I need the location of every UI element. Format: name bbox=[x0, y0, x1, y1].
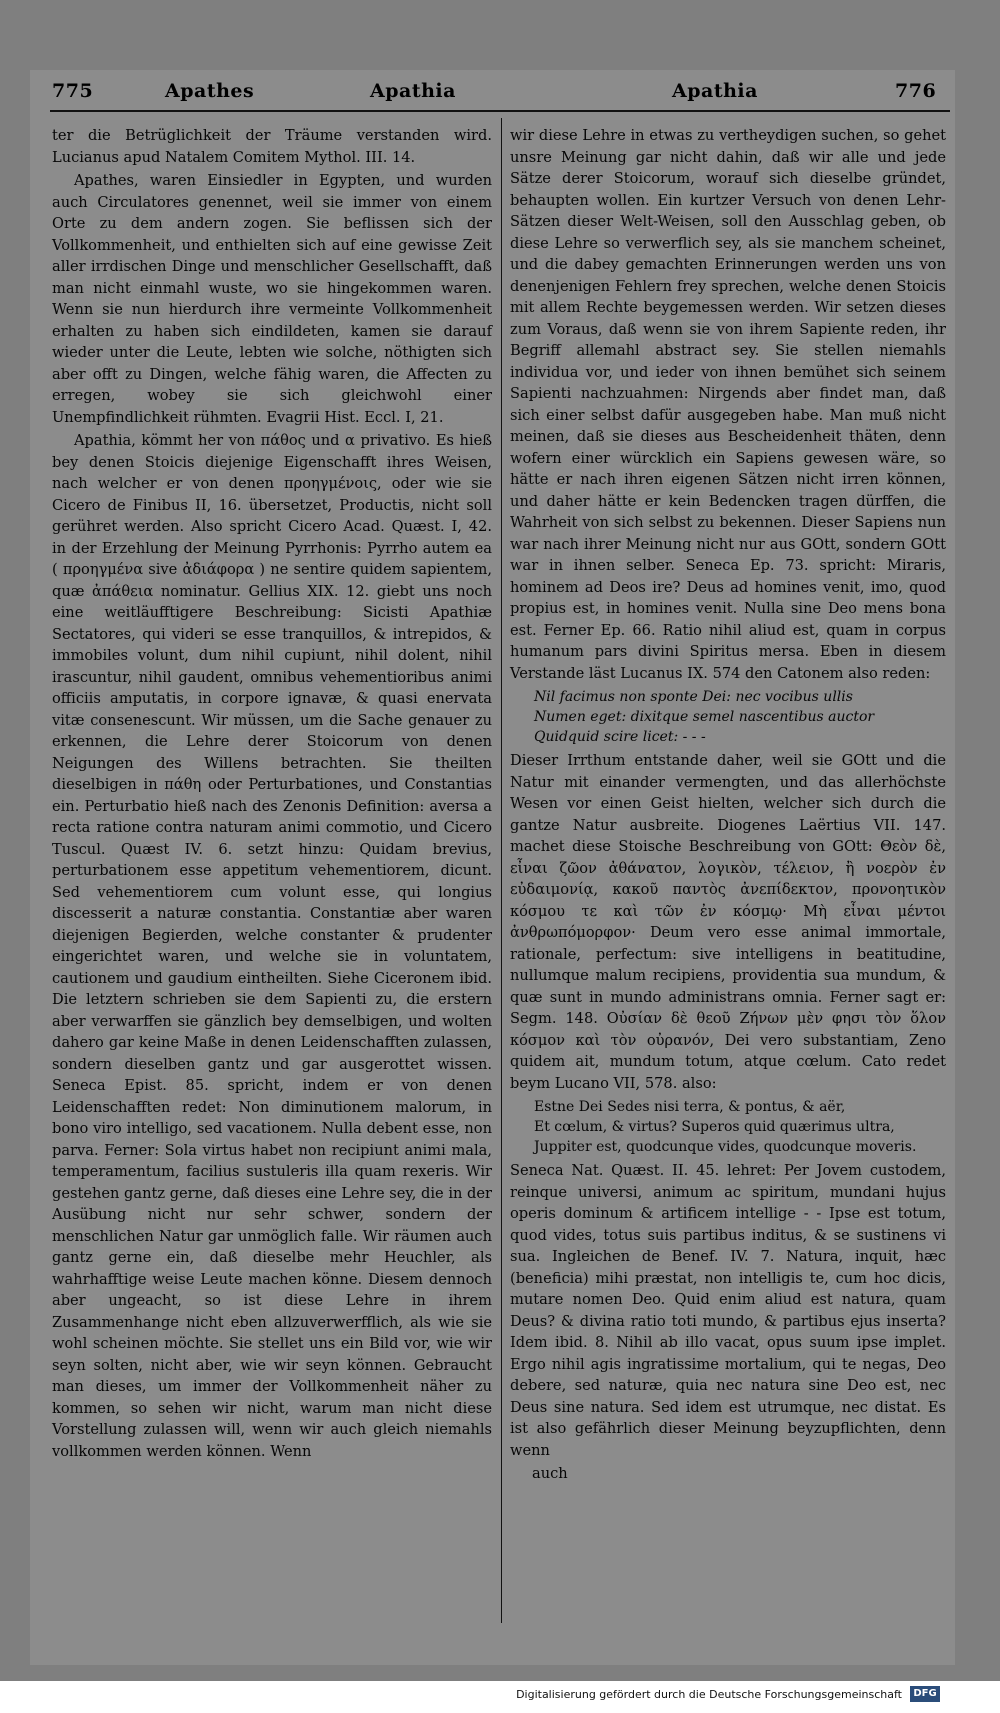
right-column bbox=[510, 125, 946, 1485]
paragraph: Dieser Irrthum entstande daher, weil sie GOtt und die Natur mit einander vermengten, und das allerhöchste Wesen vor einen Geist hielten, welcher sich durch die gantze Natur ausbreite. Diogenes Laërtius VII. 147. machet diese Stoische Beschreibung von GOtt: Θεὸν δὲ, εἶναι ζῶον ἀθάνατον, λογικὸν, τέλειον, ἢ νοερὸν ἐν εὐδαιμονίᾳ, κακοῦ παντὸς ἀνεπίδεκτον, προνοητικὸν κόσμου τε καὶ τῶν ἐν κόσμῳ· Μὴ εἶναι μέντοι ἀνθρωπόμορφον· Deum vero esse animal immortale, rationale, perfectum: sive intelligens in beatitudine, nullumque malum recipiens, providentia sua mundum, & quæ sunt in mundo administrans omnia. Ferner sagt er: Segm. 148. Οὐσίαν δὲ θεοῦ Ζήνων μὲν φησι τὸν ὅλον κόσμον καὶ τὸν οὐρανόν, Dei vero substantiam, Zeno quidem ait, mundum totum, atque cœlum. Cato redet beym Lucano VII, 578. also: bbox=[510, 752, 946, 1092]
verse-line: Nil facimus non sponte Dei: nec vocibus ullis bbox=[534, 689, 853, 705]
catchword: auch bbox=[532, 1465, 568, 1482]
verse-quote bbox=[534, 1097, 946, 1157]
paragraph: wir diese Lehre in etwas zu vertheydigen suchen, so gehet unsre Meinung gar nicht dahin, daß wir alle und jede Sätze derer Stoicorum, worauf sich dieselbe gründet, behaupten wollen. Ein kurtzer Versuch von denen Lehr-Sätzen dieser Welt-Weisen, soll den Ausschlag geben, ob diese Lehre so verwerflich sey, als sie manchem scheinet, und die dabey gemachten Erinnerungen werden uns von denenjenigen Fehlern frey sprechen, welche denen Stoicis mit allem Rechte beygemessen werden. Wir setzen dieses zum Voraus, daß wenn sie von ihrem Sapiente reden, ihr Begriff allemahl abstract sey. Sie stellen niemahls individua vor, und ieder von ihnen bemühet sich seinem Sapienti nachzuahmen: Nirgends aber findet man, daß sich einer selbst dafür ausgegeben habe. Man muß nicht meinen, daß sie dieses aus Bescheidenheit thäten, denn wofern einer würcklich ein Sapiens gewesen wäre, so hätte er nach ihren eigenen Sätzen nicht irren können, und daher hätte er kein Bedencken tragen dürffen, die Wahrheit von sich selbst zu bekennen. Dieser Sapiens nun war nach ihrer Meinung nicht nur aus GOtt, sondern GOtt war in ihnen selber. Seneca Ep. 73. spricht: Miraris, hominem ad Deos ire? Deus ad homines venit, imo, quod propius est, in homines venit. Nulla sine Deo mens bona est. Ferner Ep. 66. Ratio nihil aliud est, quam in corpus humanum pars divini Spiritus mersa. Eben in diesem Verstande läst Lucanus IX. 574 den Catonem also reden: bbox=[510, 127, 946, 682]
verse-line: Quidquid scire licet: - - - bbox=[534, 729, 706, 745]
footer-bar bbox=[0, 1681, 1000, 1713]
page-number-right: 776 bbox=[895, 80, 937, 102]
paragraph: Apathes, waren Einsiedler in Egypten, und wurden auch Circulatores genennet, weil sie immer von einem Orte zu dem andern zogen. Sie beflissen sich der Vollkommenheit, und enthielten sich auf eine gewisse Zeit aller irrdischen Dinge und menschlicher Gesellschafft, daß man nicht einmahl wuste, wo sie hingekommen waren. Wenn sie nun hierdurch ihre vermeinte Vollkommenheit erhalten zu haben sich eindildeten, kamen sie darauf wieder unter die Leute, lebten wie solche, nöthigten sich aber offt zu Dingen, welche fähig waren, die Affecten zu erregen, wobey sie sich gleichwohl einer Unempfindlichkeit rühmten. Evagrii Hist. Eccl. I, 21. bbox=[52, 172, 492, 426]
verse-line: Estne Dei Sedes nisi terra, & pontus, & aër, bbox=[534, 1099, 846, 1115]
running-head-right: Apathia bbox=[672, 80, 758, 102]
verse-quote bbox=[534, 687, 946, 747]
header-rule bbox=[50, 110, 950, 112]
running-head-left: Apathes bbox=[165, 80, 255, 102]
paragraph: Seneca Nat. Quæst. II. 45. lehret: Per Jovem custodem, reinque universi, animum ac spiritum, mundani hujus operis dominum & artificem intellige - - Ipse est totum, quod vides, totus suis partibus inditus, & se sustinens vi sua. Ingleichen de Benef. IV. 7. Natura, inquit, hæc (beneficia) mihi præstat, non intelligis te, cum hoc dicis, mutare nomen Deo. Quid enim aliud est natura, quam Deus? & divina ratio toti mundo, & partibus ejus inserta? Idem ibid. 8. Nihil ab illo vacat, opus suum ipse implet. Ergo nihil agis ingratissime mortalium, qui te negas, Deo debere, sed naturæ, quia nec natura sine Deo est, nec Deus sine natura. Sed idem est utrumque, nec distat. Es ist also gefährlich dieser Meinung beyzupflichten, denn wenn bbox=[510, 1162, 946, 1459]
column-divider bbox=[501, 118, 502, 1623]
paragraph: Apathia, kömmt her von πάθος und α privativo. Es hieß bey denen Stoicis diejenige Eigenschafft ihres Weisen, nach welcher er von denen προηγμένοις, oder wie sie Cicero de Finibus II, 16. übersetzet, Productis, nicht soll gerühret werden. Also spricht Cicero Acad. Quæst. I, 42. in der Erzehlung der Meinung Pyrrhonis: Pyrrho autem ea ( προηγμένα sive ἀδιάφορα ) ne sentire quidem sapientem, quæ ἀπάθεια nominatur. Gellius XIX. 12. giebt uns noch eine weitläufftigere Beschreibung: Sicisti Apathiæ Sectatores, qui videri se esse tranquillos, & intrepidos, & immobiles volunt, dum nihil cupiunt, nihil dolent, nihil irascuntur, nihil gaudent, omnibus vehementioribus animi officiis amputatis, in corpore ignavæ, & quasi enervata vitæ consenescunt. Wir müssen, um die Sache genauer zu erkennen, die Lehre derer Stoicorum von denen Neigungen des Willens betrachten. Sie theilten dieselbigen in πάθη oder Perturbationes, und Constantias ein. Perturbatio hieß nach des Zenonis Definition: aversa a recta ratione contra naturam animi commotio, und Cicero Tuscul. Quæst IV. 6. setzt hinzu: Quidam brevius, perturbationem esse appetitum vehementiorem, dicunt. Sed vehementiorem cum volunt esse, qui longius discesserit a naturæ constantia. Constantiæ aber waren diejenigen Begierden, welche constanter & prudenter eingerichtet waren, und welche sie in voluntatem, cautionem und gaudium eintheilten. Siehe Ciceronem ibid. Die letztern schrieben sie dem Sapienti zu, die erstern aber verwarffen sie gänzlich bey demselbigen, und wolten dahero gar keine Maße in denen Leidenschafften zulassen, sondern dieselben gantz und gar ausgerottet wissen. Seneca Epist. 85. spricht, indem er von denen Leidenschafften redet: Non diminutionem malorum, in bono viro intelligo, sed vacationem. Nulla debent esse, non parva. Ferner: Sola virtus habet non recipiunt animi mala, temperamentum, facilius sustuleris illa quam rexeris. Wir gestehen gantz gerne, daß dieses eine Lehre sey, die in der Ausübung nicht nur sehr schwer, sondern der menschlichen Natur gar unmöglich falle. Wir räumen auch gantz gerne ein, daß dieselbe mehr Heuchler, als wahrhafftige weise Leute machen könne. Diesem dennoch aber ungeacht, so ist diese Lehre in ihrem Zusammenhange nicht eben allzuverwerfflich, als wie sie wohl scheinen möchte. Sie stellet uns ein Bild vor, wie wir seyn solten, nicht aber, wie wir seyn können. Gebraucht man dieses, um immer der Vollkommenheit näher zu kommen, so sehen wir nicht, warum man nicht diese Vorstellung zulassen will, wenn wir auch gleich niemahls vollkommen werden können. Wenn bbox=[52, 432, 492, 1460]
verse-line: Et cœlum, & virtus? Superos quid quærimus ultra, bbox=[534, 1119, 895, 1135]
left-column bbox=[52, 125, 492, 1462]
funding-credit: Digitalisierung gefördert durch die Deutsche Forschungsgemeinschaft bbox=[516, 1688, 902, 1701]
verse-line: Juppiter est, quodcunque vides, quodcunque moveris. bbox=[534, 1139, 917, 1155]
page-number-left: 775 bbox=[52, 80, 94, 102]
dfg-logo-icon: DFG bbox=[910, 1686, 940, 1702]
paragraph: ter die Betrüglichkeit der Träume verstanden wird. Lucianus apud Natalem Comitem Mythol. III. 14. bbox=[52, 127, 492, 166]
running-head-middle: Apathia bbox=[370, 80, 456, 102]
verse-line: Numen eget: dixitque semel nascentibus auctor bbox=[534, 709, 875, 725]
